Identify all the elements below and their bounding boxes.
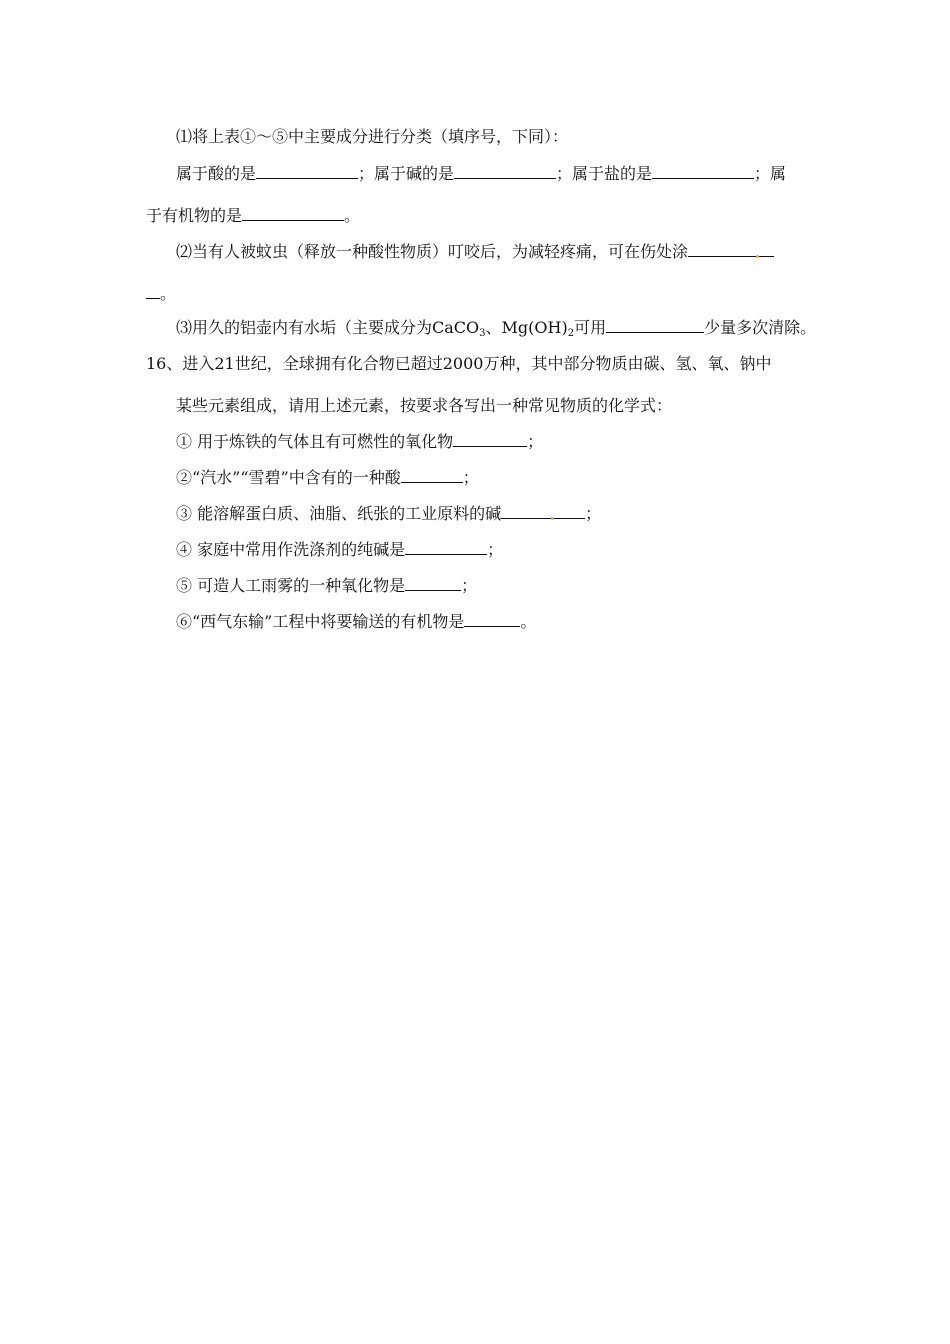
q16-item-3-answer-blank[interactable] [501, 504, 585, 519]
q16-item-4-answer-blank[interactable] [405, 540, 487, 555]
q15-part2-continuation: 。 [146, 284, 176, 304]
acid-answer-blank[interactable] [256, 164, 358, 179]
q16-item-2-answer-blank[interactable] [401, 468, 463, 483]
q16-item-1-answer-blank[interactable] [453, 432, 527, 447]
q15-part2-line: ⑵当有人被蚊虫（释放一种酸性物质）叮咬后，为减轻疼痛，可在伤处涂 [176, 242, 774, 262]
q16-item-4: ④ 家庭中常用作洗涤剂的纯碱是 ； [176, 540, 504, 559]
q16-item-5: ⑤ 可造人工雨雾的一种氧化物是 ； [176, 576, 478, 595]
q16-item-6-answer-blank[interactable] [464, 612, 520, 627]
base-answer-blank[interactable] [454, 164, 556, 179]
q16-item-3: ③ 能溶解蛋白质、油脂、纸张的工业原料的碱 ； [176, 504, 602, 523]
q16-item-1: ① 用于炼铁的气体且有可燃性的氧化物 ； [176, 432, 544, 451]
q16-item-2: ②“汽水”“雪碧”中含有的一种酸 ； [176, 468, 479, 487]
insect-bite-answer-blank[interactable] [688, 242, 774, 257]
q15-classification-line: 属于酸的是 ；属于碱的是 ；属于盐的是 ；属 [176, 164, 787, 183]
q15-organic-line: 于有机物的是 。 [146, 206, 361, 225]
scale-removal-answer-blank[interactable] [606, 318, 704, 333]
q16-item-5-answer-blank[interactable] [405, 576, 461, 591]
salt-answer-blank[interactable] [652, 164, 754, 179]
q16-intro-line1: 16、进入21世纪，全球拥有化合物已超过2000万种，其中部分物质由碳、氢、氧、钠中 [146, 354, 772, 373]
insect-bite-answer-blank-continued[interactable] [146, 284, 160, 299]
q15-part1-intro: ⑴将上表①～⑤中主要成分进行分类（填序号，下同）： [176, 127, 569, 146]
q16-intro-line2: 某些元素组成，请用上述元素，按要求各写出一种常见物质的化学式： [176, 396, 673, 415]
q15-part3-line: ⑶用久的铝壶内有水垢（主要成分为CaCO$_3$、$Mg(OH)_2$可用 少量多次清除。 [176, 318, 817, 339]
q16-item-6: ⑥“西气东输”工程中将要输送的有机物是 。 [176, 612, 537, 631]
organic-answer-blank[interactable] [242, 206, 344, 221]
